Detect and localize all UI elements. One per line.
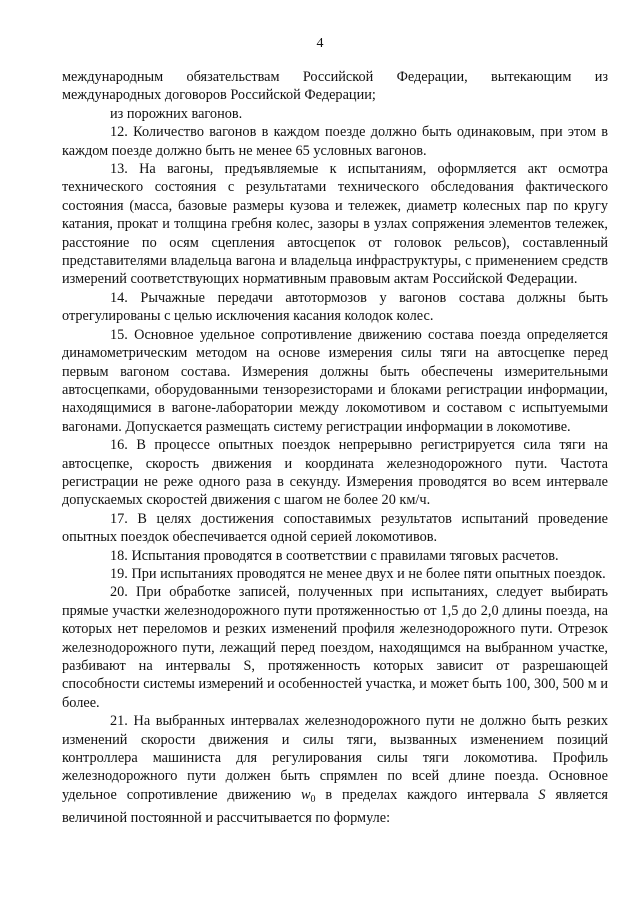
paragraph-21 bbox=[62, 712, 608, 827]
w-symbol: w bbox=[300, 786, 311, 803]
paragraph-17: 17. В целях достижения сопоставимых результатов испытаний проведение опытных поездок обеспечивается одной серией локомотивов. bbox=[62, 510, 608, 546]
s-symbol: S bbox=[538, 786, 546, 803]
paragraph-19: 19. При испытаниях проводятся не менее двух и не более пяти опытных поездок. bbox=[110, 565, 606, 582]
paragraph-continuation: международным обязательствам Российской Федерации, вытекающим из международных договоров Российской Федерации; bbox=[62, 69, 608, 104]
page-number: 4 bbox=[316, 36, 324, 51]
w-subscript: 0 bbox=[310, 793, 316, 805]
paragraph-14: 14. Рычажные передачи автотормозов у вагонов состава должны быть отрегулированы с целью исключения касания колодок колес. bbox=[62, 289, 608, 325]
paragraph-21-text-b: в пределах каждого интервала bbox=[315, 786, 539, 803]
paragraph-21-text-c: является величиной постоянной и рассчитывается по формуле: bbox=[62, 786, 608, 827]
paragraph-15: 15. Основное удельное сопротивление движению состава поезда определяется динамометрическим методом на основе измерения силы тяги на автосцепке перед первым вагоном состава. Измерения должны быть обеспечены измерительными автосцепками, оборудованными тензорезисторами и блоками регистрации информации, находящимися в вагоне-лаборатории между локомотивом и составом с испытуемыми вагонами. Допускается размещать систему регистрации информации в локомотиве. bbox=[62, 326, 608, 435]
paragraph-21-text-a: 21. На выбранных интервалах железнодорожного пути не должно быть резких изменений скорости движения и силы тяги, вызванных изменением позиций контроллера машиниста для регулирования силы тяги локомотива. Профиль железнодорожного пути должен быть спрямлен по всей длине поезда. Основное удельное сопротивление движению bbox=[62, 713, 608, 803]
paragraph-13: 13. На вагоны, предъявляемые к испытаниям, оформляется акт осмотра технического состояния с результатами технического обследования фактического состояния (масса, базовые размеры кузова и тележек, диаметр колесных пар по кругу катания, прокат и толщина гребня колес, зазоры в узлах сопряжения элементов тележек, расстояние по осям сцепления автосцепок от головок рельсов), составленный представителями владельца вагона и владельца инфраструктуры, с применением средств измерений соответствующих нормативным правовым актам Российской Федерации. bbox=[62, 161, 608, 288]
paragraph-16: 16. В процессе опытных поездок непрерывно регистрируется сила тяги на автосцепке, скорость движения и координата железнодорожного пути. Частота регистрации не реже одного раза в секунду. Измерения проводятся во всем интервале допускаемых скоростей движения с шагом не более 20 км/ч. bbox=[62, 437, 608, 509]
paragraph-20: 20. При обработке записей, полученных при испытаниях, следует выбирать прямые участки железнодорожного пути протяженностью от 1,5 до 2,0 длины поезда, на которых нет переломов и резких изменений профиля железнодорожного пути. Отрезок железнодорожного пути, лежащий перед поездом, находящимся на выбранном участке, разбивают на интервалы S, протяженность которых зависит от разрешающей способности системы измерений и особенностей участка, и может быть 100, 300, 500 м и более. bbox=[62, 584, 608, 711]
paragraph-18: 18. Испытания проводятся в соответствии с правилами тяговых расчетов. bbox=[110, 547, 559, 564]
paragraph-12: 12. Количество вагонов в каждом поезде должно быть одинаковым, при этом в каждом поезде должно быть не менее 65 условных вагонов. bbox=[62, 124, 608, 159]
document-body bbox=[62, 68, 608, 828]
paragraph-list-item: из порожних вагонов. bbox=[110, 105, 243, 122]
w-zero-symbol bbox=[301, 787, 316, 803]
